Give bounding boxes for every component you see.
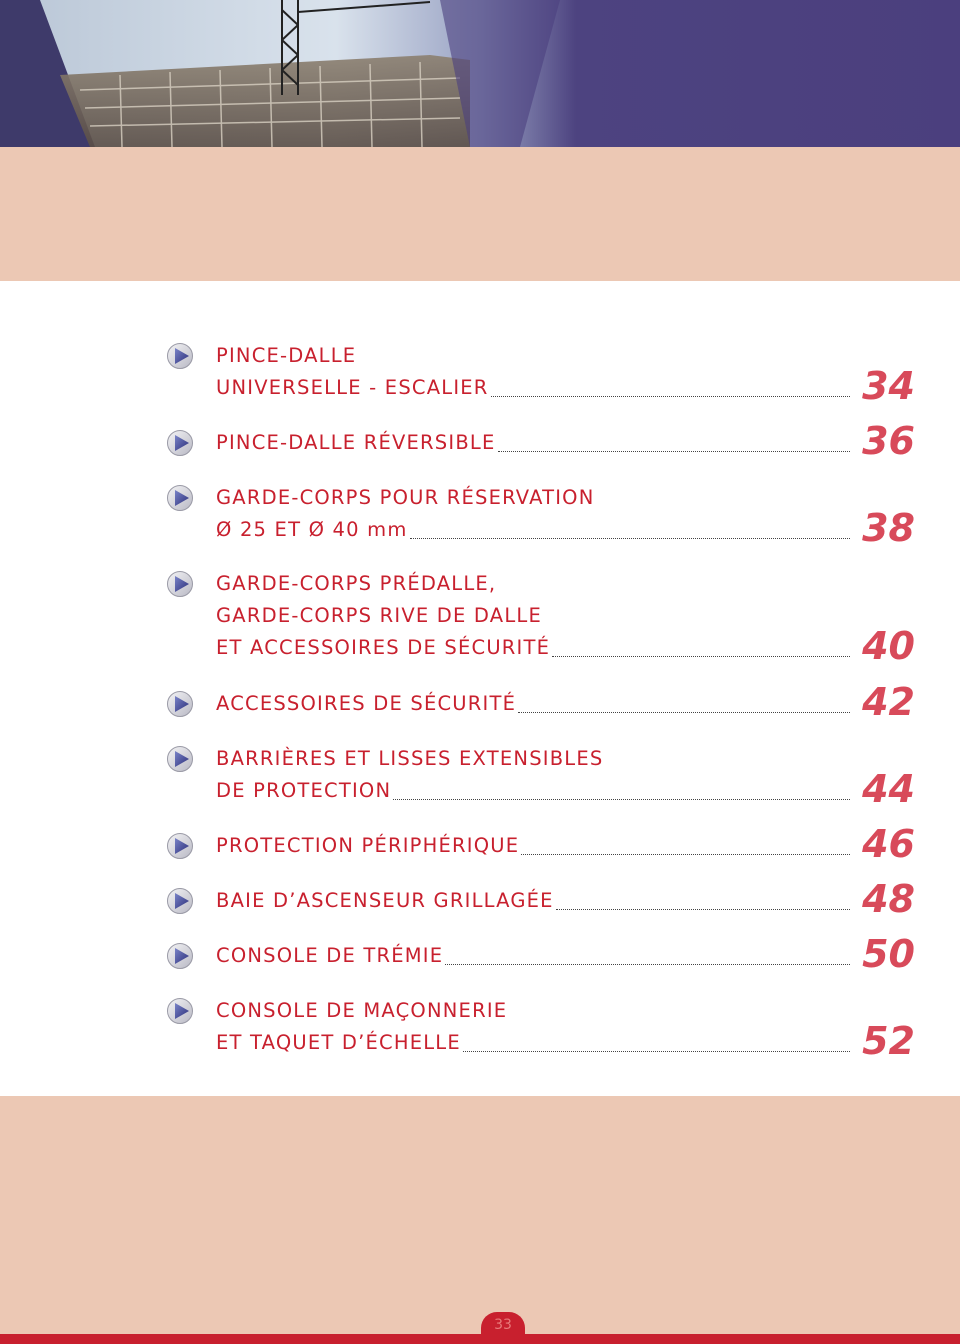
toc-title: [216, 482, 595, 546]
toc-title: [216, 743, 603, 807]
dotted-leader: [463, 1051, 850, 1052]
toc-title-line: BARRIÈRES ET LISSES EXTENSIBLES: [216, 747, 604, 770]
toc-title: [216, 427, 496, 459]
toc-title: [216, 340, 489, 404]
play-arrow-bullet-icon: [166, 942, 194, 970]
toc-title-line: GARDE-CORPS RIVE DE DALLE: [216, 604, 542, 627]
toc-title-line: ET ACCESSOIRES DE SÉCURITÉ: [216, 636, 551, 659]
toc-title-line: PROTECTION PÉRIPHÉRIQUE: [216, 834, 520, 857]
toc-title-line: BAIE D’ASCENSEUR GRILLAGÉE: [216, 889, 554, 912]
toc-title-line: GARDE-CORPS PRÉDALLE,: [216, 572, 497, 595]
dotted-leader: [491, 396, 850, 397]
toc-page-number: 36: [862, 419, 915, 463]
construction-photo: [0, 0, 960, 147]
toc-page-number: 42: [862, 680, 915, 724]
dotted-leader: [518, 712, 850, 713]
toc-title-line: Ø 25 ET Ø 40 mm: [216, 518, 408, 541]
dotted-leader: [410, 538, 850, 539]
play-arrow-bullet-icon: [166, 429, 194, 457]
toc-title-line: CONSOLE DE MAÇONNERIE: [216, 999, 508, 1022]
toc-page-number: 52: [862, 1019, 915, 1063]
toc-title: [216, 995, 507, 1059]
toc-page-number: 38: [862, 506, 915, 550]
toc-page-number: 34: [862, 364, 915, 408]
toc-title: [216, 940, 443, 972]
play-arrow-bullet-icon: [166, 342, 194, 370]
toc-page-number: 44: [862, 767, 915, 811]
header-banner: [0, 0, 960, 147]
dotted-leader: [556, 909, 850, 910]
dotted-leader: [393, 799, 850, 800]
toc-page-number: 50: [862, 932, 915, 976]
page-folio: 33: [481, 1312, 525, 1344]
toc-page-number: 48: [862, 877, 915, 921]
toc-title-line: ET TAQUET D’ÉCHELLE: [216, 1031, 461, 1054]
toc-title-line: GARDE-CORPS POUR RÉSERVATION: [216, 486, 595, 509]
dotted-leader: [521, 854, 850, 855]
footer-bar: [0, 1334, 960, 1344]
toc-page-number: 46: [862, 822, 915, 866]
play-arrow-bullet-icon: [166, 997, 194, 1025]
toc-title: [216, 830, 519, 862]
toc-title-line: CONSOLE DE TRÉMIE: [216, 944, 444, 967]
toc-title-line: UNIVERSELLE - ESCALIER: [216, 376, 489, 399]
play-arrow-bullet-icon: [166, 832, 194, 860]
top-peach-band: [0, 147, 960, 281]
toc-title-line: PINCE-DALLE RÉVERSIBLE: [216, 431, 496, 454]
dotted-leader: [552, 656, 850, 657]
toc-title: [216, 568, 550, 664]
play-arrow-bullet-icon: [166, 690, 194, 718]
toc-title: [216, 885, 554, 917]
toc-title-line: PINCE-DALLE: [216, 344, 357, 367]
play-arrow-bullet-icon: [166, 887, 194, 915]
dotted-leader: [498, 451, 850, 452]
play-arrow-bullet-icon: [166, 570, 194, 598]
play-arrow-bullet-icon: [166, 745, 194, 773]
toc-title-line: ACCESSOIRES DE SÉCURITÉ: [216, 692, 517, 715]
toc-title: [216, 688, 516, 720]
dotted-leader: [445, 964, 850, 965]
toc-title-line: DE PROTECTION: [216, 779, 392, 802]
play-arrow-bullet-icon: [166, 484, 194, 512]
toc-page-number: 40: [862, 624, 915, 668]
